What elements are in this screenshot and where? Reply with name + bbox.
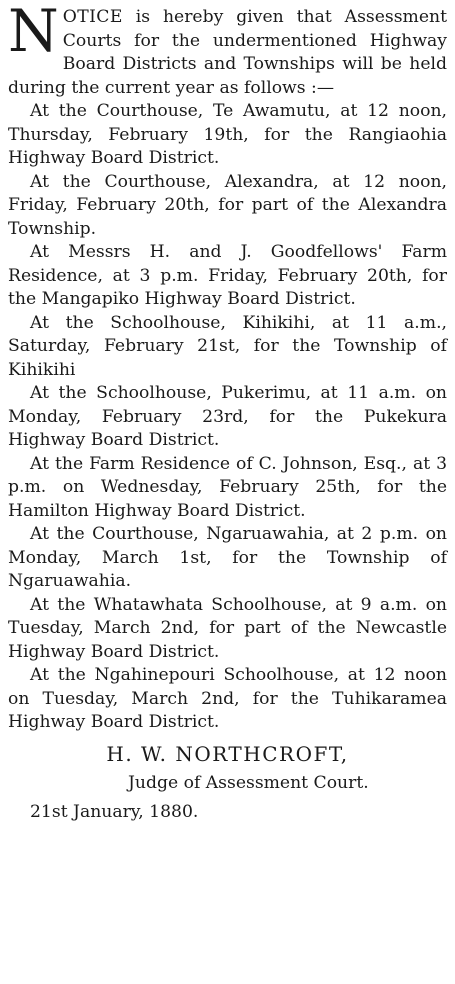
notice-intro (8, 0, 447, 100)
court-entry-alexandra: At the Courthouse, Alexandra, at 12 noon, Friday, February 20th, for part of the Alexandra Township. (8, 171, 447, 239)
drop-cap: N (8, 0, 59, 65)
notice-intro-text: is hereby given that Assessment Courts for the undermentioned Highway Board Districts and Townships will be held during the current year as follows :— (8, 7, 447, 98)
court-entry-tuhikaramea: At the Ngahinepouri Schoolhouse, at 12 noon on Tuesday, March 2nd, for the Tuhikaramea Highway Board District. (8, 665, 447, 732)
court-entry-pukekura: At the Schoolhouse, Pukerimu, at 11 a.m. on Monday, February 23rd, for the Pukekura Highway Board District. (8, 383, 447, 450)
court-entry-te-awamutu: At the Courthouse, Te Awamutu, at 12 noon, Thursday, February 19th, for the Rangiaohia Highway Board District. (8, 101, 447, 168)
notice-lead-word: OTICE (62, 7, 123, 27)
court-entry-hamilton: At the Farm Residence of C. Johnson, Esq., at 3 p.m. on Wednesday, February 25th, for the Hamilton Highway Board District. (8, 453, 447, 521)
signature-name: H. W. NORTHCROFT, (106, 741, 349, 766)
court-entry-newcastle: At the Whatawhata Schoolhouse, at 9 a.m. on Tuesday, March 2nd, for part of the Newcastle Highway Board District. (8, 594, 447, 662)
notice-date: 21st January, 1880. (30, 802, 199, 822)
signature-role: Judge of Assessment Court. (128, 772, 369, 793)
court-entry-mangapiko: At Messrs H. and J. Goodfellows' Farm Residence, at 3 p.m. Friday, February 20th, for the Mangapiko Highway Board District. (8, 242, 447, 309)
court-entry-kihikihi: At the Schoolhouse, Kihikihi, at 11 a.m., Saturday, February 21st, for the Township of Kihikihi (8, 312, 447, 380)
court-entry-ngaruawahia: At the Courthouse, Ngaruawahia, at 2 p.m. on Monday, March 1st, for the Township of Ngaruawahia. (8, 524, 447, 591)
